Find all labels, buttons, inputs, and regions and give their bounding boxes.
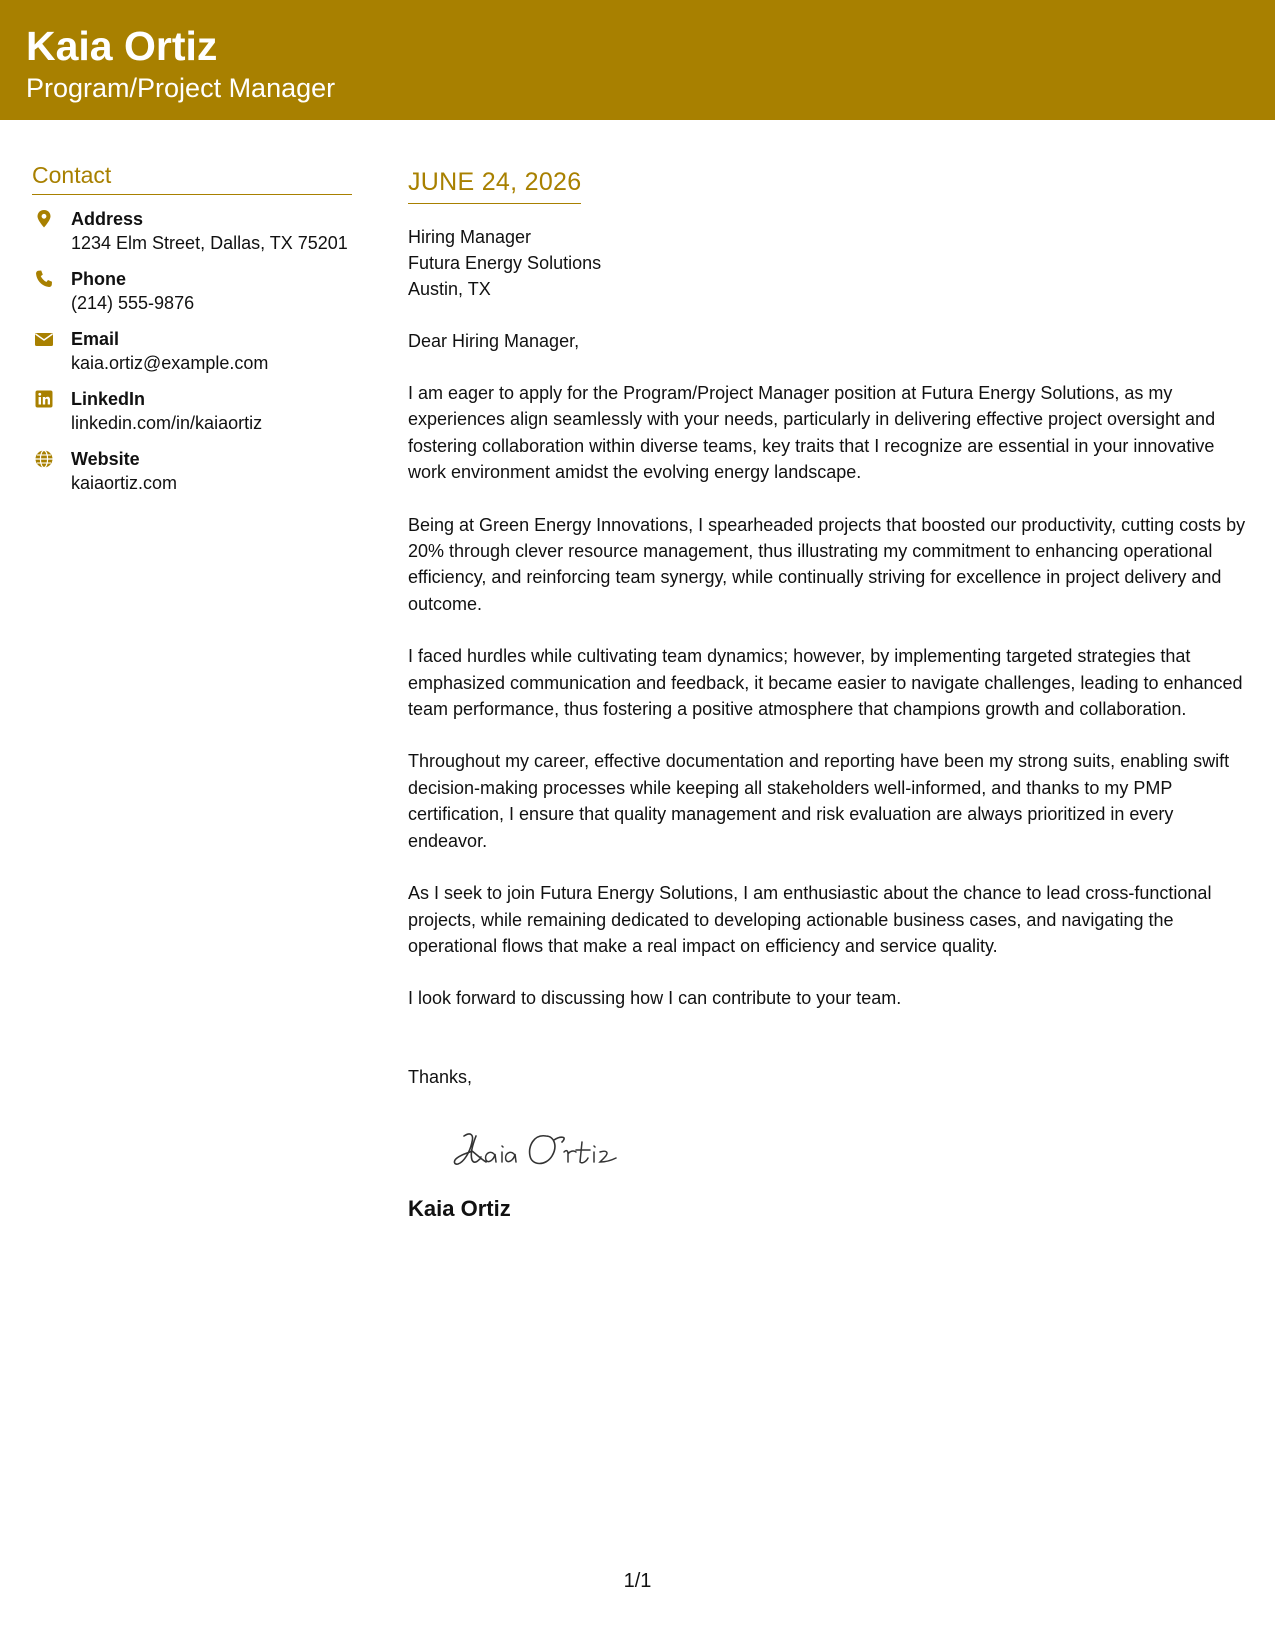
contact-label: Address [71,209,144,229]
globe-icon [34,449,54,469]
map-pin-icon [34,209,54,229]
contact-value: (214) 555-9876 [71,293,195,313]
header-banner [0,0,1275,120]
contact-email [32,327,352,375]
contact-linkedin [32,387,352,435]
signed-name: Kaia Ortiz [408,1195,511,1221]
recipient-line: Hiring Manager [408,227,532,247]
contact-value: kaiaortiz.com [71,473,178,493]
letter-date: JUNE 24, 2026 [408,166,581,204]
contact-label: Website [71,449,140,469]
contact-value: 1234 Elm Street, Dallas, TX 75201 [71,233,348,253]
applicant-name: Kaia Ortiz [26,23,218,69]
contact-address [32,207,352,255]
letter-paragraph: I faced hurdles while cultivating team dynamics; however, by implementing targeted strategies that emphasized communication and feedback, it became easier to navigate challenges, leading to enhanced team performance, thus fostering a positive atmosphere that champions growth and collaboration. [408,646,1243,720]
letter-paragraph: I look forward to discussing how I can contribute to your team. [408,988,902,1009]
envelope-icon [34,329,54,349]
contact-label: Phone [71,269,127,289]
contact-phone [32,267,352,315]
contact-website [32,447,352,495]
recipient-line: Austin, TX [408,279,491,299]
contact-value: kaia.ortiz@example.com [71,353,269,373]
letter-body [408,166,1248,1223]
letter-paragraph: Throughout my career, effective documentation and reporting have been my strong suits, enabling swift decision-making processes while keeping all stakeholders well-informed, and thanks to my PMP certification, I ensure that quality management and risk evaluation are always prioritized in every endeavor. [408,751,1230,851]
letter-paragraph: As I seek to join Futura Energy Solutions, I am enthusiastic about the chance to lead cross-functional projects, while remaining dedicated to developing actionable business cases, and navigating the operational flows that make a real impact on efficiency and service quality. [408,883,1212,956]
page-number: 1/1 [623,1570,652,1592]
applicant-title: Program/Project Manager [26,73,336,103]
contact-sidebar [32,160,352,495]
linkedin-icon [34,389,54,409]
contact-heading: Contact [32,160,352,195]
recipient-line: Futura Energy Solutions [408,253,602,273]
contact-label: LinkedIn [71,389,146,409]
phone-icon [34,269,54,289]
letter-paragraph: I am eager to apply for the Program/Project Manager position at Futura Energy Solutions, as my experiences align seamlessly with your needs, particularly in delivering effective project oversight and fostering collaboration within diverse teams, key traits that I recognize are essential in your innovative work environment amidst the evolving energy landscape. [408,383,1216,483]
contact-value: linkedin.com/in/kaiaortiz [71,413,263,433]
contact-label: Email [71,329,120,349]
handwritten-signature [450,1124,630,1174]
recipient-block [408,224,1248,302]
salutation: Dear Hiring Manager, [408,331,580,351]
closing: Thanks, [408,1066,473,1087]
letter-paragraph: Being at Green Energy Innovations, I spearheaded projects that boosted our productivity, cutting costs by 20% through clever resource management, thus illustrating my commitment to enhancing operational efficiency, and reinforcing team synergy, while continually striving for excellence in project delivery and outcome. [408,514,1246,614]
